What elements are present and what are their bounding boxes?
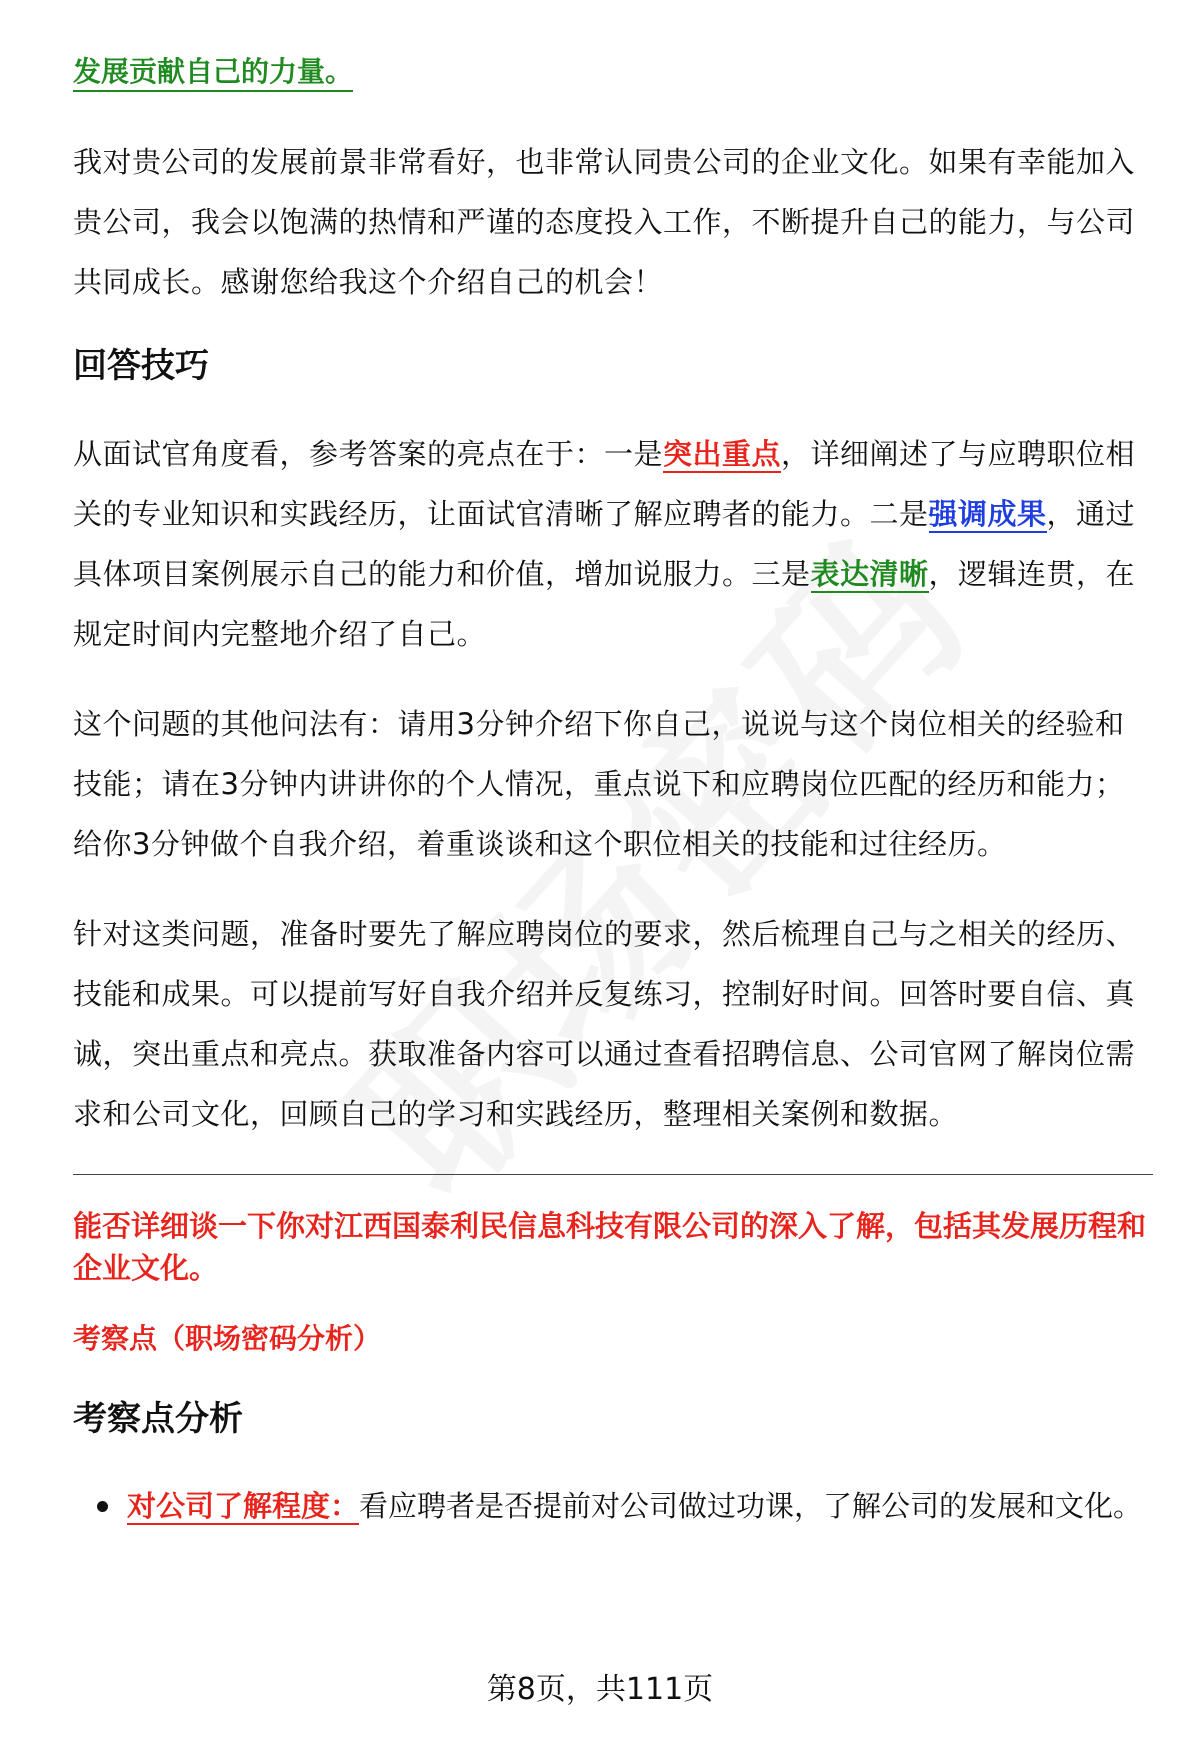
intro-tail-text: 发展贡献自己的力量。	[73, 55, 353, 92]
bullet-dot-icon	[97, 1501, 108, 1512]
section-divider	[73, 1174, 1153, 1175]
tips-text-3: ，通过具体项目案例展示自己的能力和价值，增加说服力。三是	[73, 497, 1136, 591]
bullet-text: 看应聘者是否提前对公司做过功课，了解公司的发展和文化。	[359, 1489, 1143, 1523]
bullet-label: 对公司了解程度：	[127, 1489, 360, 1523]
list-item	[73, 1477, 1153, 1535]
highlight-clarity: 表达清晰	[810, 557, 929, 591]
page-content	[73, 52, 1153, 1535]
page-number-footer: 第8页，共111页	[486, 1672, 714, 1707]
analysis-bullet-list	[73, 1477, 1153, 1535]
closing-paragraph: 我对贵公司的发展前景非常看好，也非常认同贵公司的企业文化。如果有幸能加入贵公司，我会以饱满的热情和严谨的态度投入工作，不断提升自己的能力，与公司共同成长。感谢您给我这个介绍自己的机会！	[73, 145, 1136, 299]
tips-text-2: ，详细阐述了与应聘职位相关的专业知识和实践经历，让面试官清晰了解应聘者的能力。二是	[73, 437, 1136, 531]
highlight-results: 强调成果	[928, 497, 1047, 531]
prep-paragraph: 针对这类问题，准备时要先了解应聘岗位的要求，然后梳理自己与之相关的经历、技能和成果。可以提前写好自我介绍并反复练习，控制好时间。回答时要自信、真诚，突出重点和亮点。获取准备内容可以通过查看招聘信息、公司官网了解岗位需求和公司文化，回顾自己的学习和实践经历，整理相关案例和数据。	[73, 917, 1136, 1131]
tips-paragraph	[73, 424, 1153, 664]
alt-questions-paragraph: 这个问题的其他问法有：请用3分钟介绍下你自己，说说与这个岗位相关的经验和技能；请在3分钟内讲讲你的个人情况，重点说下和应聘岗位匹配的经历和能力；给你3分钟做个自我介绍，着重谈谈和这个职位相关的技能和过往经历。	[73, 707, 1125, 861]
tips-text-1: 从面试官角度看，参考答案的亮点在于：一是	[73, 437, 664, 471]
next-question: 能否详细谈一下你对江西国泰利民信息科技有限公司的深入了解，包括其发展历程和企业文化。	[73, 1209, 1147, 1285]
assessment-label: 考察点（职场密码分析）	[73, 1322, 382, 1355]
intro-tail-line	[73, 52, 1153, 92]
highlight-focus: 突出重点	[663, 437, 782, 471]
analysis-heading: 考察点分析	[73, 1399, 243, 1439]
tips-heading: 回答技巧	[73, 346, 209, 386]
tips-text-4: ，逻辑连贯，在规定时间内完整地介绍了自己。	[73, 557, 1136, 651]
